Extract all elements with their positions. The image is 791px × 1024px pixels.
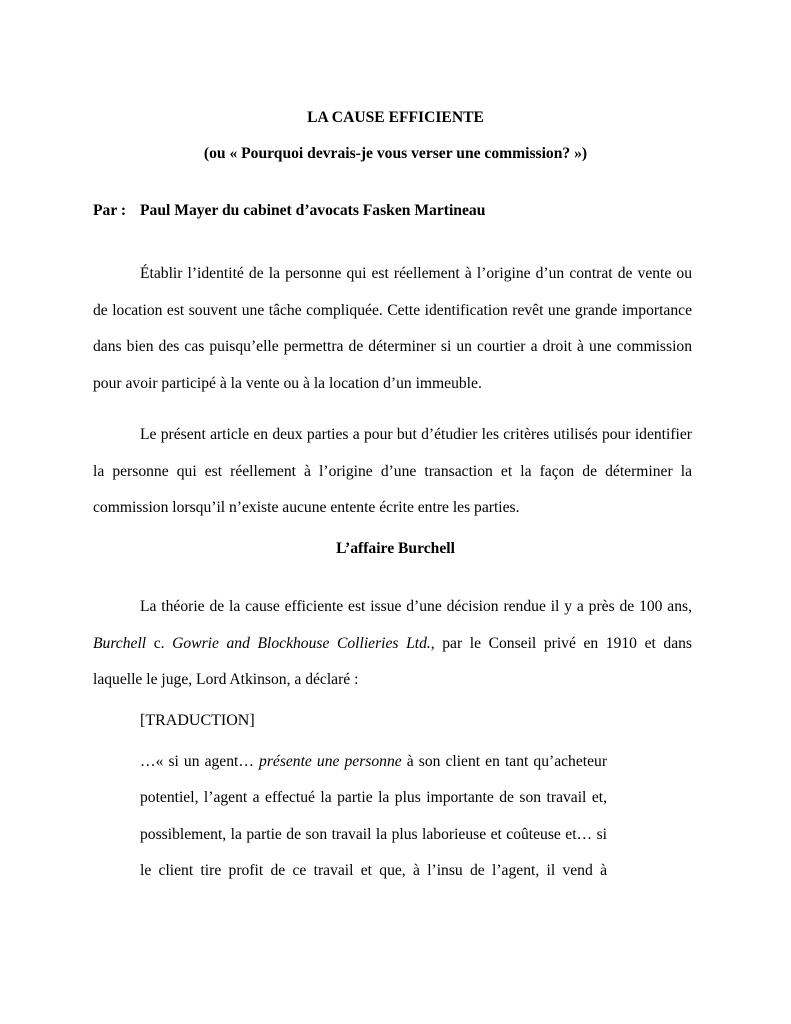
quote-line-2: potentiel, l’agent a effectué la partie la plus importante de son travail et, [140, 789, 607, 807]
paragraph-purpose: Le présent article en deux parties a pour but d’étudier les critères utilisés pour identifier la personne qui est réellement à l’origine d’une transaction et la façon de déterminer la commission lorsqu’il n’existe aucune entente écrite entre les parties. [93, 426, 692, 516]
paragraph-burchell [93, 589, 692, 699]
byline-author: Paul Mayer du cabinet d’avocats Fasken Martineau [140, 202, 486, 219]
document-title: LA CAUSE EFFICIENTE [307, 109, 484, 126]
paragraph-burchell-part2: , par le Conseil privé en 1910 et dans laquelle le juge, Lord Atkinson, a déclaré : [93, 634, 692, 688]
quote-line-1-italic: présente une personne [259, 753, 402, 770]
case-versus: c. [146, 634, 173, 652]
quote-line-4: le client tire profit de ce travail et que, à l’insu de l’agent, il vend à [140, 861, 607, 879]
document-subtitle: (ou « Pourquoi devrais-je vous verser une commission? ») [203, 145, 588, 162]
quote-block [140, 744, 607, 889]
quote-line-1 [140, 744, 607, 780]
quote-line-1-start: …« si un agent… [140, 753, 260, 770]
quote-line-1-end: à son client en tant qu’acheteur [401, 753, 608, 770]
byline-label: Par : [93, 202, 127, 219]
paragraph-intro: Établir l’identité de la personne qui est réellement à l’origine d’un contrat de vente ou de location est souvent une tâche compliquée. Cette identification revêt une grande importance dans bien des cas puisqu’elle permettra de déterminer si un courtier a droit à une commission pour avoir participé à la vente ou à la location d’un immeuble. [93, 265, 692, 392]
case-party-1: Burchell [93, 634, 147, 652]
case-party-2: Gowrie and Blockhouse Collieries Ltd. [172, 634, 431, 652]
section-heading: L’affaire Burchell [336, 540, 455, 557]
quote-label: [TRADUCTION] [140, 712, 255, 729]
quote-line-3: possiblement, la partie de son travail la plus laborieuse et coûteuse et… si [140, 825, 607, 843]
byline [93, 202, 485, 220]
paragraph-burchell-part1: La théorie de la cause efficiente est issue d’une décision rendue il y a près de 100 ans, [140, 598, 692, 615]
